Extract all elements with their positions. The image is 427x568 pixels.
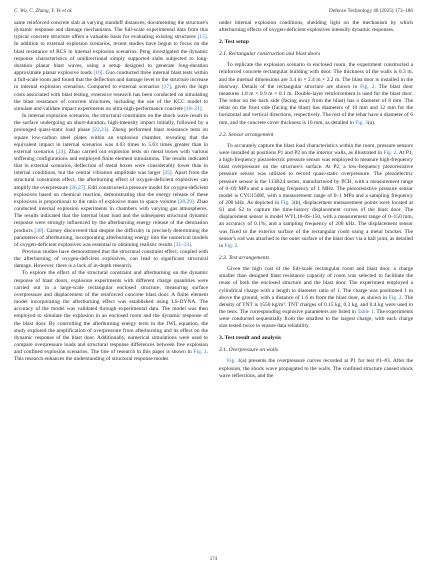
paragraph-text: . Edri constructed a pressure model for oxygen-deficient explosives based on chemical reaction, demonstrating that the energy release of these explosives is proportional to the ratio of explosive mass to space volume <box>14 184 208 205</box>
body-paragraph <box>14 270 208 363</box>
running-header <box>14 8 413 14</box>
subsection-3-1-heading: 3.1. Overpressure on walls <box>219 347 279 354</box>
right-column-intro <box>219 20 413 34</box>
paragraph-text: . Zhao conducted internal explosion experiments in chambers with varying gas atmospheres. The results indicated that the internal blast load and the subsequent structural dynamic response were strongly influenced by the afterburning energy release of the detonation products <box>14 198 208 234</box>
body-paragraph <box>219 20 413 34</box>
paragraph-text: . Zhao carried out explosion tests on metal boxes with various stiffening configurations and employed finite element simulations. The results indicated that in external scenarios, deflection of metal boxes were considerably lower than in internal conditions, but the central vibration amplitude was larger <box>14 148 208 177</box>
paragraph-text: . Zheng performed blast resistance tests on square low-carbon steel plates within an explosion chamber, revealing that the equivalent impact in internal scenarios was 4.03 times to 5.63 times greater than in external scenarios <box>14 127 208 155</box>
paragraph-text: same reinforced concrete slab at varying standoff distances, documenting the structure's dynamic response and damage mechanisms. The full-scale experimental data from this typical concrete structure offers a valuable basis for evaluating existing structures <box>14 20 208 41</box>
paragraph-text: . The experiments were conducted sequentially from the smallest to the largest charge, with each charge size tested twice to ensure data reliability. <box>219 309 413 330</box>
paragraph-text: To replicate the explosion scenario in enclosed room, the experiment constructed a reinforced concrete rectangular building with door. The thickness of the walls is 0.3 m, and the internal dimensions are 3.4 m × 2.4 m × 2.2 m. The blast door is installed in the doorway. Details of the rectangular structure are shown in <box>219 62 413 90</box>
subsection-2-2-heading: 2.2. Sensor arrangement <box>219 131 274 138</box>
header-journal: Defence Technology 48 (2025) 173–186 <box>329 8 413 14</box>
citation-link[interactable]: Fig. 2 <box>383 149 397 156</box>
left-column <box>14 20 208 380</box>
citation-link[interactable]: [28,29] <box>177 198 194 205</box>
body-paragraph <box>14 20 208 113</box>
paragraph-text: . At P1, a high-frequency piezoelectric pressure sensor was employed to measure high-frequency blast overpressure on the structure's surface. At P2, a low-frequency piezoresistive pressure sensor was utilized to record quasi-static overpressure. The piezoelectric pressure sensor is the 113B24 series, manufactured by PCB, with a measurement range of 0–69 MPa and a sampling frequency of 1 MHz. The piezoresistive pressure sensor model is CYG1508f, with a measurement range of 0–1 MPa and a sampling frequency of 200 kHz. As depicted in <box>219 149 413 206</box>
body-paragraph <box>14 249 208 270</box>
citation-link[interactable]: [22,23] <box>92 127 109 134</box>
section-2-heading: 2. Test setup <box>219 39 249 46</box>
paragraph-text: . The blast door measures 1.8 m × 0.9 m × 0.1 m. Double-layer reinforcement is used for the blast door. The rebar on the back side (facing away from the blast) has a diameter of 8 mm. The rebar on the front side (facing the blast) has diameters of 10 mm and 12 mm for the horizontal and vertical directions, respectively. The rest of the rebar have a diameter of 6 mm, and the concrete cover thickness is 10 mm, as detailed in <box>219 83 414 126</box>
paragraph-text: Previous studies have demonstrated that the structural constraint effect, coupled with the afterburning of oxygen-deficient explosives, can lead to significant structural damage. However, there is a lack of in-depth research. <box>14 249 208 270</box>
subsection-3-1-body <box>219 358 413 379</box>
paragraph-text: . The density of TNT is 1550 kg/m³. TNT charges of 0.15 kg, 0.3 kg, and 0.4 kg were used in the tests. The corresponding explosive parameters are listed in <box>219 294 413 315</box>
subsection-2-1-heading: 2.1. Rectangular construction and blast doors <box>219 51 321 58</box>
section-3-heading: 3. Test result and analysis <box>219 335 281 342</box>
body-paragraph <box>14 113 208 249</box>
citation-link[interactable]: [17] <box>161 84 171 91</box>
page-number: 174 <box>209 557 218 562</box>
paragraph-text: under internal explosion conditions, shedding light on the mechanism by which afterburning effects of oxygen-deficient explosives intensify dynamic responses. <box>219 20 413 34</box>
citation-link[interactable]: [15] <box>197 34 207 41</box>
paragraph-text: . <box>191 241 193 248</box>
paragraph-text: (a). <box>367 119 376 126</box>
paragraph-text: (a) presents the overpressure curves recorded at P1 for test #1–#3. After the explosion, the shock wave propagated to the walls. The confined structure caused shock wave reflections, and the <box>219 358 413 379</box>
paragraph-text: . Carney discovered that despite the difficulty in precisely determining the parameters of afterburning, incorporating afterburning energy into the numerical models of oxygen-deficient explosives was essential to obtaining realistic results <box>14 227 208 248</box>
citation-link[interactable]: Fig. 2 <box>388 294 402 301</box>
subsection-2-3-body <box>219 266 413 330</box>
paragraph-text: . Guo conducted three internal blast tests within a full-scale room and found that the deflection and damage level to the structure increase in internal explosion scenarios. Compared to external scenarios <box>14 70 208 91</box>
citation-link[interactable]: [16] <box>93 70 103 77</box>
paragraph-text: In internal explosion scenarios, the structural constraints on the shock wave result in the surface undergoing an short-duration, high-intensity impact initially, followed by a prolonged quasi-static load phase <box>14 113 208 134</box>
paragraph-text: , given the high costs associated with blast testing, extensive research has been conducted on simulating the blast resistance of concrete structures, including the use of the KCC model to simulate and validate impact experiments on ultra-high-performance concrete <box>14 84 208 112</box>
left-column-paragraphs <box>14 20 208 364</box>
paragraph-text: (b), displacement measurement points were located at S1 and S2 to capture the time-history displacement curves of the blast door. The displacement sensor is model WYL10-0S-150, with a measurement range of 0–150 mm, an accuracy of 0.1%, and a sampling frequency of 200 kHz. The displacement sensor was fixed to the exterior surface of the rectangular room using a metal bracket. The sensor's rod was attached to the outer surface of the blast door via a ball joint, as detailed in <box>219 199 413 249</box>
citation-link[interactable]: [24] <box>56 148 66 155</box>
citation-link[interactable]: Fig. 2 <box>224 242 238 249</box>
paragraph-text: . This research enhances the understanding of structural response modes <box>14 349 208 363</box>
body-paragraph <box>219 358 413 379</box>
paragraph-text: . <box>237 242 239 249</box>
subsection-2-2-body <box>219 143 413 250</box>
subsection-2-3-heading: 2.3. Test arrangements <box>219 255 270 262</box>
paragraph-text: Given the high cost of the full-scale rectangular room and blast door, a charge smaller than designed blast resistance capacity of room was selected to facilitate the reuse of both the enclosed structure and the blast door. The experiment employed a cylindrical charge with a length to diameter ratio of 1. The charge was positioned 1 m above the ground, with a distance of 1.6 m from the blast door, as shown in <box>219 266 413 301</box>
citation-link[interactable]: [31–33] <box>173 241 192 248</box>
body-paragraph <box>219 143 413 250</box>
paragraph-text: . In addition to external explosion scenarios, recent studies have begun to focus on the blast resistance of RCS in internal explosion scenarios. Peng investigated the dynamic response characteristics of unidirectional simply supported slabs subjected to long-duration planar blast waves, using a setup designed to generate long-duration approximate planar explosive loads <box>14 34 208 77</box>
paragraph-text: . Apart from the structural constraints effect, the afterburning effect of oxygen-deficient explosives can amplify the overpressure <box>14 170 208 191</box>
citation-link[interactable]: Fig. 2 <box>360 83 375 90</box>
citation-link[interactable]: [25] <box>162 170 172 177</box>
citation-link[interactable]: Fig. 4 <box>227 358 241 365</box>
right-column <box>219 20 413 380</box>
citation-link[interactable]: Fig. 1 <box>193 349 207 356</box>
citation-link[interactable]: Table 1 <box>357 309 374 315</box>
body-paragraph <box>219 62 413 126</box>
paragraph-text: To explore the effect of the structural constraint and afterburning on the dynamic response of blast doors, explosion experiments with different charge quantities were carried out in a large-scale rectangular enclosed structure, measuring surface overpressure and displacement of the reinforced concrete blast door. A finite element model incorporating the afterburning effect was established using LS-DYNA. The accuracy of the model was validated through experimental data. The model was then employed to simulate the explosion in an enclosed room and the dynamic response of the blast door. By controlling the afterburning energy term in the JWL equation, the study explored the amplification of overpressure from afterburning and its effect on the dynamic response of the blast door. Additionally, numerical simulations were used to compare overpressure loads and structural response differences between free explosion and confined explosion scenarios. The line of research in this paper is shown in <box>14 270 208 356</box>
citation-link[interactable]: Fig. 3 <box>280 199 294 206</box>
two-column-body <box>14 20 413 380</box>
citation-link[interactable]: [18–21] <box>184 105 202 112</box>
citation-link[interactable]: [26,27] <box>69 184 86 191</box>
subsection-2-1-body <box>219 62 413 126</box>
header-authors: C. Wu, C. Zhang, Y. Ye et al. <box>14 8 73 14</box>
citation-link[interactable]: Fig. 3 <box>355 119 368 126</box>
citation-link[interactable]: [30] <box>34 227 44 234</box>
paragraph-text: To accurately capture the blast load characteristics within the room, pressure sensors were installed at positions P1 and P2 on the interior walls, as illustrated in <box>219 142 413 156</box>
paragraph-text: . <box>201 105 203 112</box>
body-paragraph <box>219 266 413 330</box>
